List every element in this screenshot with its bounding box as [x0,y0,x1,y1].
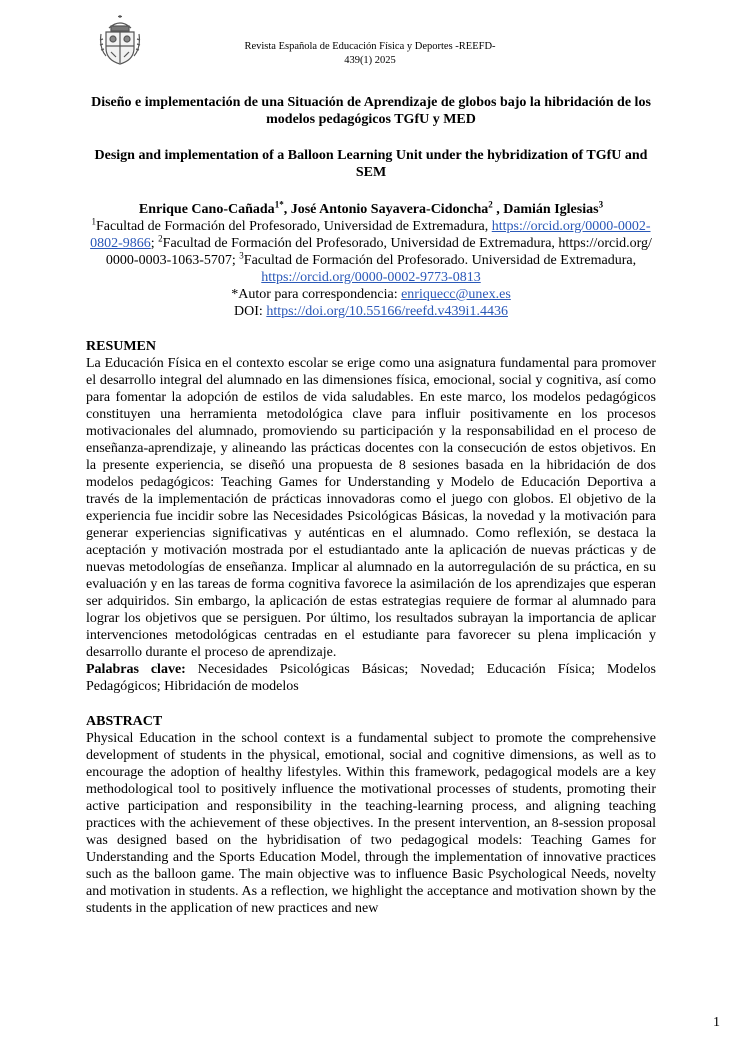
keywords-text: Necesidades Psicológicas Básicas; Novedad; Educación Física; Modelos Pedagógicos; Hibridación de modelos [86,662,656,694]
affiliation-marker: 3 [239,250,244,261]
doi-label: DOI: [234,304,267,319]
author-name: Enrique Cano-Cañada [138,202,275,217]
author-list [86,201,656,218]
affiliation-marker: 1 [91,216,96,227]
author-separator: , [283,202,291,217]
article-first-page [86,94,656,917]
affiliation-text: Facultad de Formación del Profesorado. Universidad de Extremadura, [243,253,637,268]
title-english: Design and implementation of a Balloon Learning Unit under the hybridization of TGfU and SEM [94,148,648,180]
university-crest-icon [97,14,143,66]
author-marker: 2 [488,199,493,210]
affiliation-text: Facultad de Formación del Profesorado, Universidad de Extremadura, [95,219,492,234]
orcid-link[interactable]: https://orcid.org/0000-0002-9773-0813 [261,270,481,285]
corresponding-author [86,286,656,303]
resumen-heading: RESUMEN [86,339,157,354]
author-marker: 1* [274,199,284,210]
title-spanish: Diseño e implementación de una Situación de Aprendizaje de globos bajo la hibridación de los modelos pedagógicos TGfU y MED [91,95,651,127]
corresponding-label: *Autor para correspondencia: [231,287,402,302]
affiliation-text: Facultad de Formación del Profesorado, Universidad de Extremadura, https://orcid.org/ 0000-0003-1063-5707; [105,236,652,268]
affiliations [86,218,656,320]
author-name: Damián Iglesias [503,202,599,217]
abstract-heading: ABSTRACT [86,714,163,729]
doi-link[interactable]: https://doi.org/10.55166/reefd.v439i1.4436 [266,304,508,319]
orcid-link[interactable]: https://orcid.org/0000-0002-0802-9866 [90,219,651,251]
keywords-label: Palabras clave: [86,662,186,677]
author-separator: , [492,202,504,217]
author-name: José Antonio Sayavera-Cidoncha [290,202,489,217]
author-marker: 3 [598,199,604,210]
email-link[interactable]: enriquecc@unex.es [401,287,511,302]
journal-header [190,40,550,68]
journal-issue: 439(1) 2025 [344,55,396,66]
doi [86,303,656,320]
page-number: 1 [713,1015,720,1030]
journal-name: Revista Española de Educación Física y Deportes -REEFD- [244,41,496,52]
affiliation-marker: 2 [158,233,163,244]
affiliation-separator: ; [150,236,159,251]
resumen-text: La Educación Física en el contexto escolar se erige como una asignatura fundamental para promover el desarrollo integral del alumnado en las dimensiones física, emocional, social y cognitiva, así como para fomentar la adopción de estilos de vida saludables. En este marco, los modelos pedagógicos constituyen una herramienta metodológica clave para influir positivamente en los procesos motivacionales del alumnado, promoviendo su participación y la responsabilidad en el proceso de enseñanza-aprendizaje, y alineando las prácticas docentes con la consecución de estos objetivos. En la presente experiencia, se diseñó una propuesta de 8 sesiones basada en la hibridación de dos modelos pedagógicos: Teaching Games for Understanding y Modelo de Educación Deportiva a través de la implementación de prácticas innovadoras como el juego con globos. El objetivo de la experiencia fue incidir sobre las Necesidades Psicológicas Básicas, la novedad y la motivación para generar experiencias significativas y auténticas en el alumnado. Como reflexión, se destaca la aceptación y motivación mostrada por el estudiantado ante la aplicación de nuevas prácticas y de nuevas metodologías de enseñanza. Implicar al alumnado en la autorregulación de su práctica, en su evaluación y en las tareas de forma cognitiva favorece la asimilación de los aprendizajes que esperan ser adquiridos. Sin embargo, la aplicación de estas estrategias requiere de formar al alumnado para lograr los objetivos que se persiguen. Por último, los resultados subrayan la importancia de aplicar intervenciones metodológicas centradas en el estudiante para favorecer su plena implicación y desarrollo durante el proceso de aprendizaje. [86,356,656,660]
keywords [86,661,656,695]
abstract-text: Physical Education in the school context is a fundamental subject to promote the comprehensive development of students in the physical, emotional, social and cognitive dimensions, as well as to encourage the adoption of healthy lifestyles. Within this framework, pedagogical models are a key methodological tool to positively influence the motivational processes of students, promoting their active participation and responsibility in the teaching-learning process, and aligning teaching practices with the achievement of these objectives. In the present intervention, an 8-session proposal was designed based on the hybridisation of two pedagogical models: Teaching Games for Understanding and the Sports Education Model, through the implementation of innovative practices such as the balloon game. The main objective was to influence Basic Psychological Needs, novelty and motivation in students. As a reflection, we highlight the acceptance and motivation shown by the students in the application of new practices and new [86,731,656,916]
